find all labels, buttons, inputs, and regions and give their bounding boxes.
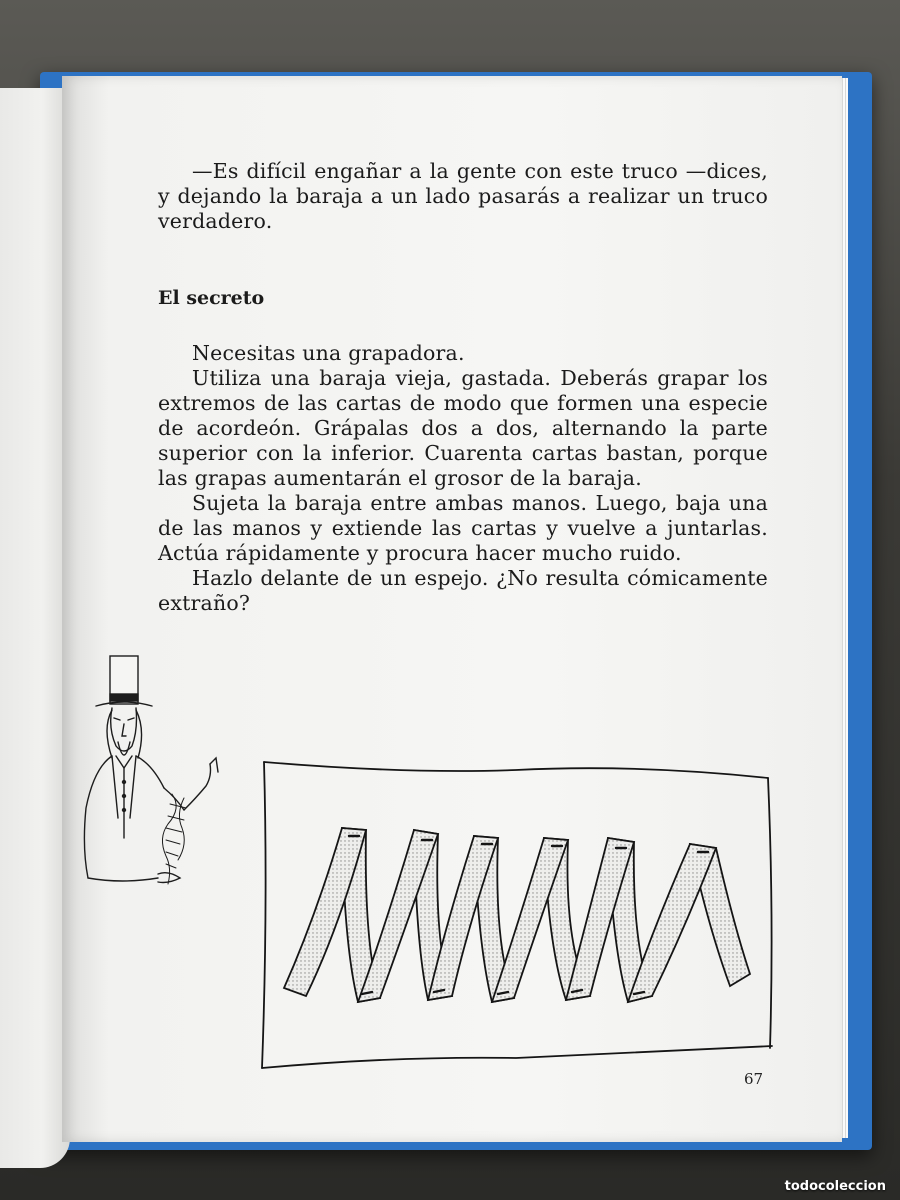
body-line: superior con la inferior. Cuarenta cartas bastan, porque <box>158 441 768 465</box>
watermark-logo: todocoleccion <box>784 1179 886 1194</box>
intro-paragraph <box>158 159 768 234</box>
body-line: Hazlo delante de un espejo. ¿No resulta cómicamente <box>192 566 768 590</box>
body-line: de las manos y extiende las cartas y vuelve a juntarlas. <box>158 516 768 540</box>
body-line: Sujeta la baraja entre ambas manos. Luego, baja una <box>192 491 768 515</box>
cards-accordion-diagram <box>256 756 780 1074</box>
page-number: 67 <box>744 1070 764 1088</box>
body-line: Utiliza una baraja vieja, gastada. Deberás grapar los <box>192 366 768 390</box>
body-paragraphs <box>158 341 768 616</box>
intro-line: y dejando la baraja a un lado pasarás a realizar un truco <box>158 184 768 208</box>
intro-line: —Es difícil engañar a la gente con este truco —dices, <box>192 159 768 183</box>
body-line: de acordeón. Grápalas dos a dos, alternando la parte <box>158 416 768 440</box>
body-line: las grapas aumentarán el grosor de la baraja. <box>158 466 642 490</box>
magician-illustration <box>72 648 242 898</box>
body-line: extraño? <box>158 591 251 615</box>
intro-line: verdadero. <box>158 209 273 233</box>
section-heading: El secreto <box>158 287 265 309</box>
body-line: Necesitas una grapadora. <box>192 341 465 365</box>
body-line: extremos de las cartas de modo que formen una especie <box>158 391 768 415</box>
left-page-edge <box>0 88 70 1168</box>
body-line: Actúa rápidamente y procura hacer mucho ruido. <box>158 541 682 565</box>
